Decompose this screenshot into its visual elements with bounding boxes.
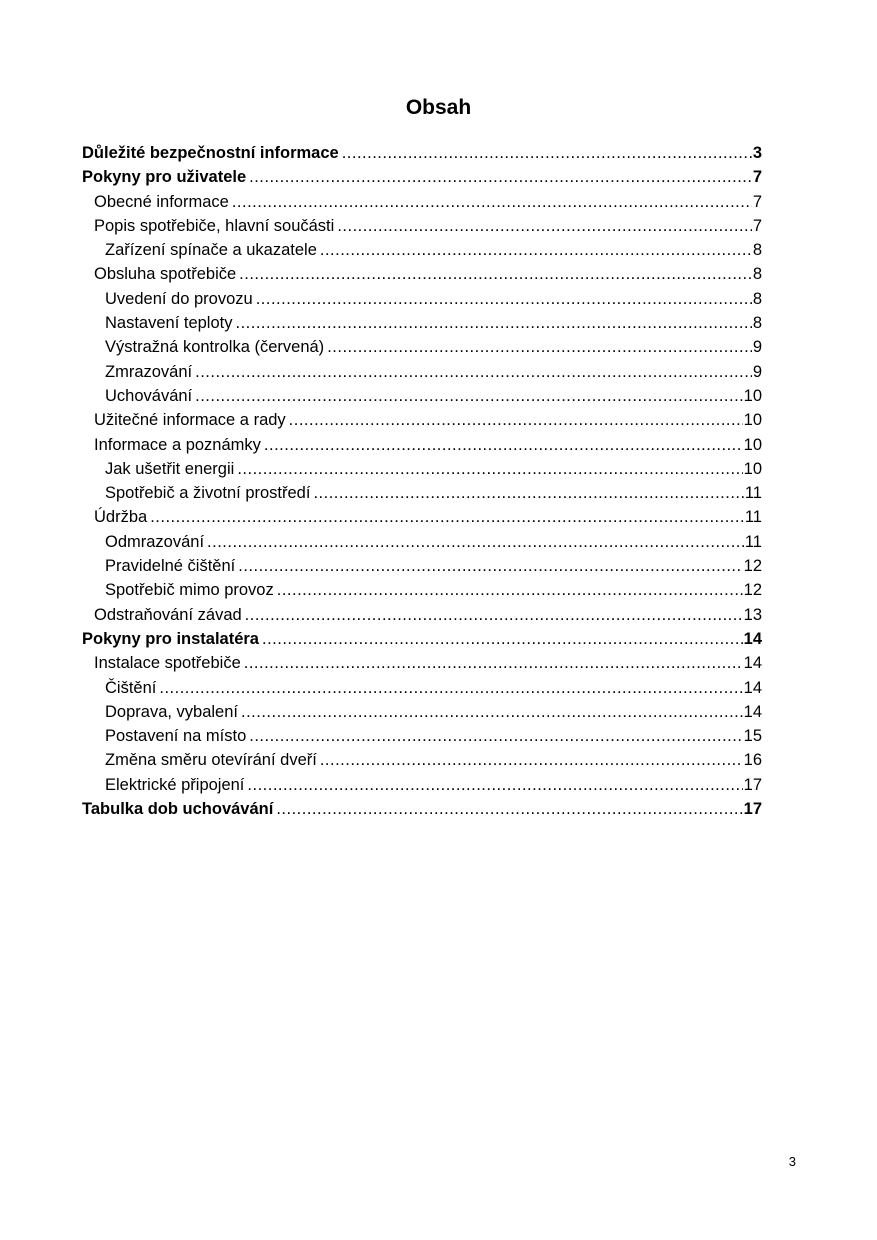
toc-dot-leader xyxy=(320,238,752,262)
toc-dot-leader xyxy=(245,603,743,627)
toc-entry-page: 16 xyxy=(743,751,762,770)
toc-entry-label: Změna směru otevírání dveří xyxy=(105,751,317,770)
toc-entry[interactable] xyxy=(82,238,762,262)
toc-entry-page: 17 xyxy=(743,775,762,794)
toc-entry-page: 15 xyxy=(743,727,762,746)
toc-entry[interactable] xyxy=(82,262,762,286)
toc-entry[interactable] xyxy=(82,700,762,724)
toc-entry[interactable] xyxy=(82,287,762,311)
toc-entry-page: 10 xyxy=(743,386,762,405)
toc-entry[interactable] xyxy=(82,165,762,189)
toc-entry-label: Spotřebič mimo provoz xyxy=(105,581,274,600)
toc-entry[interactable] xyxy=(82,141,762,165)
toc-entry-page: 14 xyxy=(743,678,762,697)
toc-entry-label: Doprava, vybalení xyxy=(105,702,238,721)
toc-entry-label: Jak ušetřit energii xyxy=(105,459,235,478)
toc-entry-label: Elektrické připojení xyxy=(105,775,245,794)
toc-entry[interactable] xyxy=(82,360,762,384)
toc-entry-label: Popis spotřebiče, hlavní součásti xyxy=(94,216,335,235)
toc-entry-label: Instalace spotřebiče xyxy=(94,654,241,673)
toc-entry-label: Postavení na místo xyxy=(105,727,247,746)
toc-entry[interactable] xyxy=(82,505,762,529)
toc-dot-leader xyxy=(277,578,743,602)
toc-entry-page: 11 xyxy=(744,532,762,551)
toc-dot-leader xyxy=(238,554,742,578)
toc-entry[interactable] xyxy=(82,773,762,797)
toc-dot-leader xyxy=(207,530,744,554)
toc-entry-label: Užitečné informace a rady xyxy=(94,411,286,430)
toc-dot-leader xyxy=(256,287,752,311)
toc-dot-leader xyxy=(236,311,752,335)
toc-entry-label: Pokyny pro instalatéra xyxy=(82,629,259,648)
toc-dot-leader xyxy=(244,651,743,675)
toc-entry-page: 10 xyxy=(743,459,762,478)
toc-dot-leader xyxy=(232,190,752,214)
toc-entry-label: Informace a poznámky xyxy=(94,435,261,454)
toc-entry-page: 7 xyxy=(752,192,762,211)
toc-dot-leader xyxy=(327,335,752,359)
toc-entry[interactable] xyxy=(82,335,762,359)
toc-dot-leader xyxy=(249,165,752,189)
toc-entry[interactable] xyxy=(82,797,762,821)
toc-entry-page: 8 xyxy=(752,241,762,260)
toc-entry-page: 14 xyxy=(743,654,762,673)
toc-entry[interactable] xyxy=(82,676,762,700)
toc-entry[interactable] xyxy=(82,651,762,675)
toc-entry-page: 9 xyxy=(752,362,762,381)
toc-dot-leader xyxy=(313,481,743,505)
toc-dot-leader xyxy=(195,360,752,384)
toc-dot-leader xyxy=(241,700,743,724)
toc-entry-page: 7 xyxy=(752,216,762,235)
page-title: Obsah xyxy=(405,96,472,119)
toc-entry[interactable] xyxy=(82,457,762,481)
toc-dot-leader xyxy=(195,384,743,408)
toc-entry-label: Pokyny pro uživatele xyxy=(82,168,247,187)
toc-entry-label: Obsluha spotřebiče xyxy=(94,265,237,284)
toc-entry-page: 13 xyxy=(743,605,762,624)
toc-entry[interactable] xyxy=(82,530,762,554)
toc-dot-leader xyxy=(237,457,742,481)
toc-dot-leader xyxy=(337,214,752,238)
toc-entry-page: 17 xyxy=(743,800,762,819)
toc-entry-label: Zařízení spínače a ukazatele xyxy=(105,241,317,260)
toc-entry-page: 9 xyxy=(752,338,762,357)
toc-entry[interactable] xyxy=(82,311,762,335)
toc-entry[interactable] xyxy=(82,627,762,651)
page-number: 3 xyxy=(788,1154,796,1169)
toc-entry[interactable] xyxy=(82,578,762,602)
toc-entry-label: Tabulka dob uchovávání xyxy=(82,800,274,819)
toc-entry-label: Nastavení teploty xyxy=(105,314,233,333)
toc-entry-page: 8 xyxy=(752,289,762,308)
toc-entry-label: Odmrazování xyxy=(105,532,205,551)
toc-dot-leader xyxy=(320,748,743,772)
toc-entry-label: Spotřebič a životní prostředí xyxy=(105,484,311,503)
toc-entry[interactable] xyxy=(82,214,762,238)
toc-dot-leader xyxy=(289,408,743,432)
toc-entry-page: 7 xyxy=(752,168,762,187)
toc-entry-page: 3 xyxy=(752,144,762,162)
toc-entry-page: 12 xyxy=(743,557,762,576)
toc-entry[interactable] xyxy=(82,603,762,627)
toc-dot-leader xyxy=(276,797,742,821)
toc-entry[interactable] xyxy=(82,748,762,772)
toc-dot-leader xyxy=(262,627,743,651)
toc-dot-leader xyxy=(159,676,742,700)
toc-entry[interactable] xyxy=(82,190,762,214)
toc-dot-leader xyxy=(249,724,742,748)
toc-entry-label: Uchovávání xyxy=(105,386,193,405)
toc-entry-label: Důležité bezpečnostní informace xyxy=(82,144,339,162)
toc-entry-page: 8 xyxy=(752,265,762,284)
toc-entry-label: Uvedení do provozu xyxy=(105,289,253,308)
toc-entry[interactable] xyxy=(82,481,762,505)
toc-dot-leader xyxy=(247,773,742,797)
toc-entry-page: 11 xyxy=(744,508,762,527)
table-of-contents xyxy=(82,141,762,821)
toc-entry[interactable] xyxy=(82,384,762,408)
toc-entry-label: Zmrazování xyxy=(105,362,193,381)
toc-entry-page: 10 xyxy=(743,435,762,454)
toc-entry[interactable] xyxy=(82,408,762,432)
toc-entry-label: Odstraňování závad xyxy=(94,605,242,624)
toc-entry-page: 14 xyxy=(743,702,762,721)
toc-entry[interactable] xyxy=(82,433,762,457)
toc-entry-label: Obecné informace xyxy=(94,192,229,211)
toc-entry-page: 14 xyxy=(743,629,762,648)
toc-entry-label: Údržba xyxy=(94,508,148,527)
toc-entry-label: Výstražná kontrolka (červená) xyxy=(105,338,325,357)
toc-entry-label: Čištění xyxy=(105,678,157,697)
toc-dot-leader xyxy=(150,505,744,529)
toc-entry[interactable] xyxy=(82,724,762,748)
toc-dot-leader xyxy=(264,433,743,457)
toc-dot-leader xyxy=(239,262,752,286)
toc-entry-page: 12 xyxy=(743,581,762,600)
toc-dot-leader xyxy=(342,141,752,165)
toc-entry-page: 11 xyxy=(744,484,762,503)
toc-entry-page: 10 xyxy=(743,411,762,430)
toc-entry[interactable] xyxy=(82,554,762,578)
toc-entry-label: Pravidelné čištění xyxy=(105,557,236,576)
toc-entry-page: 8 xyxy=(752,314,762,333)
